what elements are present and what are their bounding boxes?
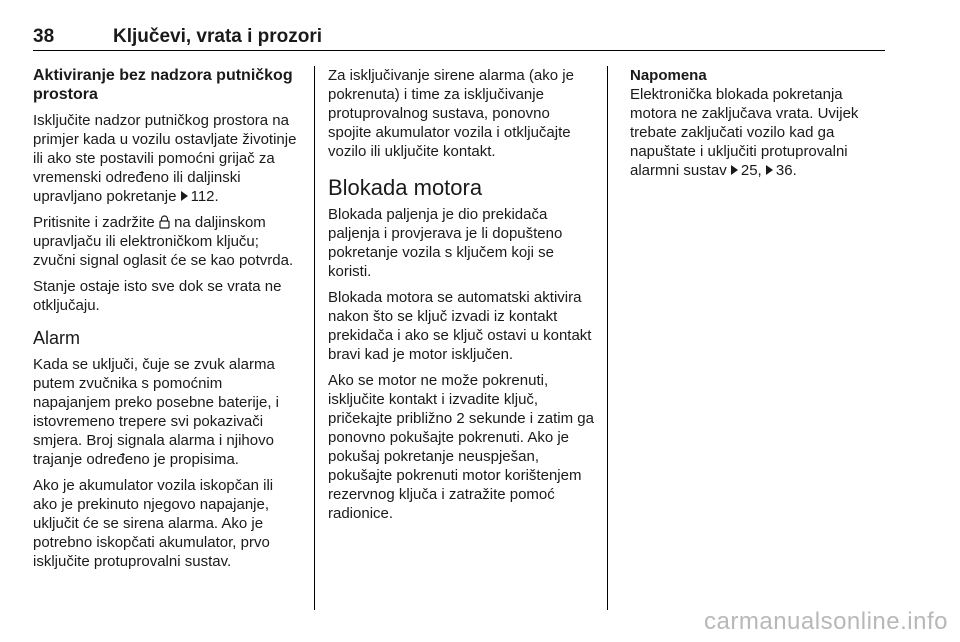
column-middle [328, 66, 596, 530]
arrow-icon [731, 165, 738, 175]
paragraph: Blokada paljenja je dio prekidača paljenja i provjerava je li dopušteno pokretanje vozila s ključem koji se koristi. [328, 206, 563, 280]
page-reference[interactable]: 25, [731, 162, 762, 179]
paragraph: Kada se uključi, čuje se zvuk alarma putem zvučnika s pomoćnim napajanjem preko posebne baterije, i istovremeno trepere svi pokazivači smjera. Broj signala alarma i njihovo trajanje određeno je propisima. [33, 356, 279, 468]
paragraph: Pritisnite i zadržite na daljinskom upravljaču ili elektroničkom ključu; zvučni signal oglasit će se kao potvrda. [33, 214, 294, 269]
paragraph: Stanje ostaje isto sve dok se vrata ne otključaju. [33, 278, 282, 314]
arrow-icon [766, 165, 773, 175]
page-reference[interactable]: 112. [181, 188, 219, 205]
paragraph: Ako se motor ne može pokrenuti, isključite kontakt i izvadite ključ, pričekajte približno 2 sekunde i zatim ga ponovno pokušajte pokrenuti. Ako je pokušaj pokretanje neuspješan, pokušajte pokrenuti motor korištenjem rezervnog ključa i zatražite pomoć radionice. [328, 372, 594, 522]
note-text: Elektronička blokada pokretanja motora ne zaključava vrata. Uvijek trebate zaključati vozilo kad ga napuštate i uključiti protuprovalni alarmni sustav 25, 36. [630, 86, 859, 179]
paragraph: Za isključivanje sirene alarma (ako je pokrenuta) i time za isključivanje protuprovalnog sustava, ponovno spojite akumulator vozila i otključajte vozilo ili uključite kontakt. [328, 67, 574, 160]
section-heading-alarm: Alarm [33, 328, 81, 348]
note-title: Napomena [630, 67, 707, 84]
page-header [33, 24, 885, 51]
arrow-icon [181, 191, 188, 201]
column-divider [314, 66, 315, 610]
paragraph: Isključite nadzor putničkog prostora na primjer kada u vozilu ostavljate životinje ili ako ste postavili pomoćni grijač za vremenski određeno ili daljinski upravljano pokretanje 112. [33, 112, 297, 205]
column-left [33, 66, 301, 578]
column-divider [607, 66, 608, 610]
page-reference[interactable]: 36. [766, 162, 797, 179]
chapter-title: Ključevi, vrata i prozori [113, 26, 323, 47]
watermark: carmanualsonline.info [704, 608, 948, 635]
page-number: 38 [33, 26, 55, 47]
paragraph: Ako je akumulator vozila iskopčan ili ako je prekinuto njegovo napajanje, uključit će se sirena alarma. Ako je potrebno iskopčati akumulator, prvo isključite protuprovalni sustav. [33, 477, 274, 570]
lock-icon [159, 215, 170, 229]
paragraph: Blokada motora se automatski aktivira nakon što se ključ izvadi iz kontakt prekidača i ako se ključ ostavi u kontakt bravi kad je motor isključen. [328, 289, 592, 363]
column-right [630, 66, 882, 187]
section-heading-interior-monitoring: Aktiviranje bez nadzora putničkog prostora [33, 67, 293, 103]
section-heading-immobilizer: Blokada motora [328, 175, 483, 200]
